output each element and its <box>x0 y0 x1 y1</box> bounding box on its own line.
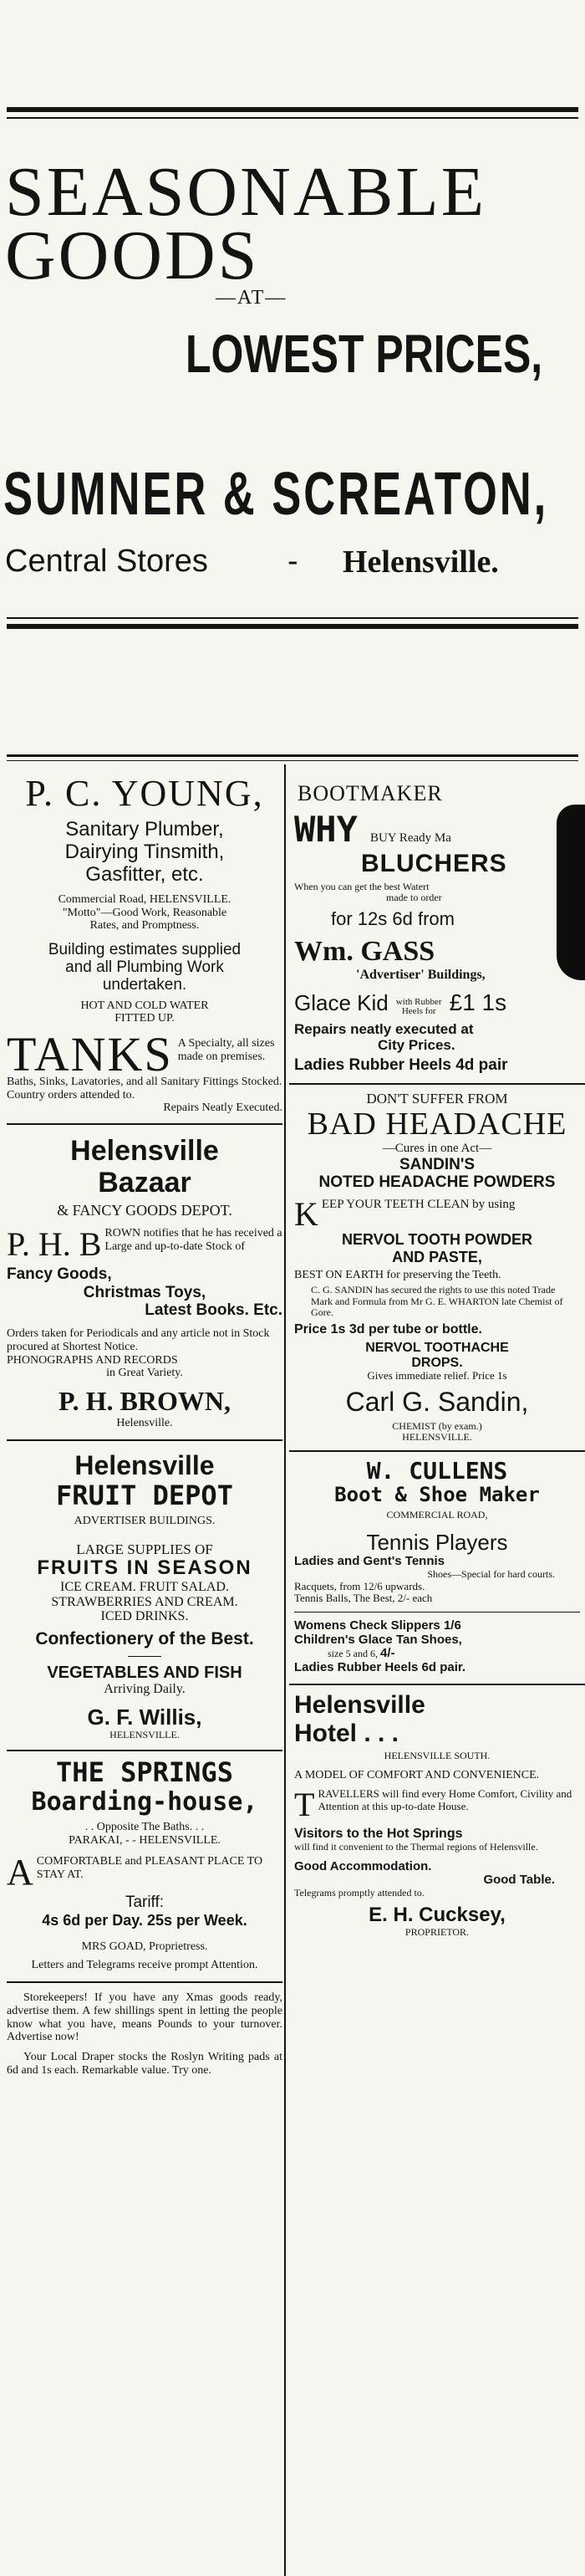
sandin-signature: Carl G. Sandin, <box>345 1386 529 1417</box>
bazaar-phonographs: PHONOGRAPHS AND RECORDS <box>7 1353 178 1367</box>
why-buy: BUY Ready Ma <box>369 831 451 846</box>
boot-city-prices: City Prices. <box>378 1037 455 1054</box>
why-word: WHY <box>294 809 358 851</box>
bazaar-depot: & FANCY GOODS DEPOT. <box>57 1202 232 1219</box>
hotel-title-2: Hotel . . . <box>294 1719 399 1747</box>
boot-advertiser-buildings: 'Advertiser' Buildings, <box>356 968 486 983</box>
bazaar-fancy: Fancy Goods, <box>7 1265 112 1284</box>
cullens-balls: Tennis Balls, The Best, 2/- each <box>294 1592 433 1605</box>
hotel-signature: E. H. Cucksey, <box>369 1903 506 1926</box>
sandin-price: Price 1s 3d per tube or bottle. <box>294 1321 482 1337</box>
header-dash: - <box>287 544 298 579</box>
hotel-south: HELENSVILLE SOUTH. <box>384 1750 491 1762</box>
glace-with-rubber: with Rubber <box>395 996 442 1007</box>
header-lowest-prices: LOWEST PRICES, <box>186 324 543 384</box>
young-hot-cold: HOT AND COLD WATER <box>80 999 209 1012</box>
springs-title-2: Boarding-house, <box>31 1786 258 1817</box>
bazaar-signature: P. H. BROWN, <box>58 1385 231 1416</box>
columns-top-rule-2 <box>7 760 578 761</box>
cullens-ladies: Ladies and Gent's Tennis <box>294 1554 445 1569</box>
cullens-four: 4/- <box>379 1646 395 1661</box>
boot-when: When you can get the best Watert <box>294 880 430 892</box>
bazaar-ph-b: P. H. B <box>7 1227 102 1263</box>
cullens-sizes-line <box>294 1647 580 1661</box>
sandin-advert <box>289 1091 585 1444</box>
tanks-block <box>7 1034 282 1115</box>
fruit-arriving: Arriving Daily. <box>104 1682 186 1697</box>
fruit-title-2: FRUIT DEPOT <box>56 1480 233 1512</box>
header-at: —AT— <box>216 287 287 309</box>
tanks-fittings: Baths, Sinks, Lavatories, and all Sanitary Fittings Stocked. <box>7 1076 282 1089</box>
bazaar-orders: Orders taken for Periodicals and any article not in Stock procured at Shortest Notice. <box>7 1327 270 1353</box>
hotel-accommodation: Good Accommodation. <box>294 1858 432 1873</box>
header-central-stores: Central Stores <box>5 544 208 579</box>
fruit-large: LARGE SUPPLIES OF <box>76 1541 213 1557</box>
springs-title-1: THE SPRINGS <box>56 1756 233 1788</box>
bazaar-advert <box>7 1135 282 1429</box>
cullens-name: W. CULLENS <box>366 1456 508 1485</box>
springs-comfortable-text: COMFORTABLE and PLEASANT PLACE TO STAY AT. <box>36 1855 263 1882</box>
sandin-keep-text: EEP YOUR TEETH CLEAN by using <box>321 1198 516 1212</box>
springs-dropcap: A <box>7 1855 33 1891</box>
sandin-relief: Gives immediate relief. Price 1s <box>367 1369 507 1383</box>
columns-top-rule <box>7 754 578 757</box>
hotel-table: Good Table. <box>483 1873 555 1888</box>
sandin-bad-headache: BAD HEADACHE <box>307 1106 567 1142</box>
hotel-travellers-text: RAVELLERS will find every Home Comfort, Civility and Attention at this up-to-date House. <box>318 1788 572 1812</box>
young-estimates: Building estimates supplied <box>48 940 242 958</box>
young-plumber: Sanitary Plumber, <box>65 818 224 841</box>
glace-heels-for: Heels for <box>401 1005 436 1016</box>
bazaar-xmas: Christmas Toys, <box>83 1283 206 1301</box>
hotel-visitors: Visitors to the Hot Springs <box>294 1827 463 1842</box>
sandin-best: BEST ON EARTH for preserving the Teeth. <box>294 1268 501 1281</box>
sandin-cures: —Cures in one Act— <box>382 1142 492 1156</box>
sandin-drops: DROPS. <box>411 1355 463 1370</box>
sandin-town: HELENSVILLE. <box>402 1431 472 1444</box>
young-estimates-2: and all Plumbing Work <box>65 958 224 977</box>
young-fitted: FITTED UP. <box>114 1012 175 1025</box>
young-estimates-3: undertaken. <box>102 976 187 994</box>
left-divider-3 <box>7 1750 282 1751</box>
cullens-boot-shoe: Boot & Shoe Maker <box>334 1483 540 1507</box>
boot-made: made to order <box>386 892 442 904</box>
young-name: P. C. YOUNG, <box>25 773 264 814</box>
cullens-shoes: Shoes—Special for hard courts. <box>427 1568 555 1581</box>
glace-kid: Glace Kid <box>294 990 389 1016</box>
left-divider-4 <box>7 1981 282 1983</box>
springs-proprietress: MRS GOAD, Proprietress. <box>81 1940 208 1953</box>
young-motto-2: Rates, and Promptness. <box>89 919 200 933</box>
header-firm-name: SUMNER & SCREATON, <box>3 461 549 528</box>
boot-price: for 12s 6d from <box>331 907 455 929</box>
sandin-dont-suffer: DON'T SUFFER FROM <box>366 1090 508 1107</box>
left-divider-1 <box>7 1123 282 1125</box>
header-seasonable: SEASONABLE <box>5 153 487 231</box>
sandin-keep-teeth <box>294 1198 580 1231</box>
bazaar-books: Latest Books. Etc. <box>145 1301 282 1319</box>
header-bottom-rule-thin <box>7 617 578 619</box>
fruit-ice-cream: ICE CREAM. FRUIT SALAD. <box>60 1579 229 1594</box>
boot-rubber-heels: Ladies Rubber Heels 4d pair <box>294 1056 508 1075</box>
bluchers: BLUCHERS <box>361 850 507 878</box>
fruit-buildings: ADVERTISER BUILDINGS. <box>74 1515 216 1528</box>
bazaar-notice <box>7 1227 282 1262</box>
glace-note <box>396 998 442 1016</box>
springs-comfortable <box>7 1855 282 1890</box>
right-divider-3 <box>289 1684 585 1685</box>
fruit-strawberries: STRAWBERRIES AND CREAM. <box>51 1594 238 1609</box>
cullens-heels: Ladies Rubber Heels 6d pair. <box>294 1660 466 1675</box>
cullens-rule <box>294 1612 580 1613</box>
sandin-noted-powders: NOTED HEADACHE POWDERS <box>318 1173 556 1192</box>
boot-wm-gasson: Wm. GASS <box>294 936 435 968</box>
springs-tariff: Tariff: <box>125 1894 165 1912</box>
why-line <box>294 809 585 850</box>
bazaar-title-1: Helensville <box>70 1135 219 1168</box>
sandin-nervol: NERVOL TOOTH POWDER <box>341 1231 533 1249</box>
fruit-advert <box>7 1451 282 1740</box>
fruit-in-season: FRUITS IN SEASON <box>37 1556 252 1579</box>
tanks-country: Country orders attended to. <box>7 1088 135 1101</box>
sandin-dropcap: K <box>294 1198 318 1232</box>
fruit-vegetables: VEGETABLES AND FISH <box>47 1663 242 1682</box>
left-column <box>7 764 282 2576</box>
tanks-word: TANKS <box>7 1034 173 1082</box>
header-helensville: Helensville. <box>343 544 499 580</box>
young-address: Commercial Road, HELENSVILLE. <box>58 892 231 906</box>
bootmaker-title: BOOTMAKER <box>298 781 443 805</box>
right-divider-1 <box>289 1083 585 1085</box>
hotel-travellers <box>294 1788 580 1822</box>
hotel-dropcap: T <box>294 1788 315 1822</box>
fruit-confectionery: Confectionery of the Best. <box>35 1629 254 1649</box>
glace-line <box>294 989 585 1016</box>
left-divider-2 <box>7 1439 282 1441</box>
sandins: SANDIN'S <box>399 1155 476 1173</box>
fruit-title-1: Helensville <box>74 1450 215 1481</box>
sandin-and-paste: AND PASTE, <box>392 1248 482 1265</box>
boot-repairs: Repairs neatly executed at <box>294 1021 474 1038</box>
sandin-toothache: NERVOL TOOTHACHE <box>365 1340 509 1355</box>
sandin-chemist: CHEMIST (by exam.) <box>392 1419 482 1432</box>
top-rule-thin <box>7 117 578 119</box>
tanks-repairs: Repairs Neatly Executed. <box>163 1101 282 1115</box>
springs-location: PARAKAI, - - HELENSVILLE. <box>69 1833 221 1847</box>
header-bottom-rule-thick <box>7 624 578 629</box>
right-divider-2 <box>289 1450 585 1452</box>
glace-price: £1 1s <box>449 989 507 1016</box>
bazaar-title-2: Bazaar <box>98 1167 191 1199</box>
hotel-title-1: Helensville <box>294 1690 425 1719</box>
right-column <box>289 764 585 2576</box>
hotel-telegrams: Telegrams promptly attended to. <box>294 1887 425 1899</box>
springs-letters: Letters and Telegrams receive prompt Attention. <box>31 1958 258 1971</box>
hotel-model: A MODEL OF COMFORT AND CONVENIENCE. <box>294 1768 540 1781</box>
top-rule-thick <box>7 107 578 112</box>
young-motto: "Motto"—Good Work, Reasonable <box>62 906 227 919</box>
fruit-iced-drinks: ICED DRINKS. <box>100 1609 189 1624</box>
young-gasfitter: Gasfitter, etc. <box>85 863 204 887</box>
tanks-specialty: A Specialty, all sizes made on premises. <box>177 1037 275 1063</box>
sandin-secured: C. G. SANDIN has secured the rights to use this noted Trade Mark and Formula from Mr G. E. WHARTON late Chemist of Gore. <box>311 1284 563 1319</box>
storekeepers-notice <box>7 1991 282 2077</box>
springs-advert <box>7 1758 282 1972</box>
cullens-road: COMMERCIAL ROAD, <box>386 1508 488 1521</box>
hotel-proprietor: PROPRIETOR. <box>404 1925 470 1938</box>
bazaar-signature-town: Helensville. <box>116 1416 173 1429</box>
young-tinsmith: Dairying Tinsmith, <box>64 841 225 864</box>
storekeepers-text: Storekeepers! If you have any Xmas goods ready, advertise them. A few shillings spent in letting the people know what you have, means Pounds to your turnover. Advertise now! <box>7 1991 282 2044</box>
draper-text: Your Local Draper stocks the Roslyn Writing pads at 6d and 1s each. Remarkable value. Try one. <box>7 2050 282 2077</box>
fruit-signature-town: HELENSVILLE. <box>109 1729 180 1741</box>
bootmaker-advert <box>289 781 585 1075</box>
cullens-advert <box>289 1458 585 1675</box>
cullens-womens: Womens Check Slippers 1/6 <box>294 1618 461 1633</box>
fruit-small-rule <box>128 1656 161 1657</box>
bazaar-variety: in Great Variety. <box>106 1367 183 1380</box>
cullens-sizes: size 5 and 6, <box>328 1648 378 1660</box>
springs-rate: 4s 6d per Day. 25s per Week. <box>42 1911 247 1929</box>
column-divider <box>284 764 286 2576</box>
fruit-signature: G. F. Willis, <box>87 1705 202 1730</box>
cullens-children: Children's Glace Tan Shoes, <box>294 1632 462 1647</box>
springs-opposite: . . Opposite The Baths. . . <box>84 1821 205 1834</box>
hotel-convenient: will find it convenient to the Thermal regions of Helensville. <box>294 1841 538 1853</box>
cullens-racquets: Racquets, from 12/6 upwards. <box>294 1579 425 1592</box>
young-advert <box>7 773 282 1115</box>
header-goods: GOODS <box>5 217 260 294</box>
cullens-tennis: Tennis Players <box>366 1530 508 1556</box>
hotel-advert <box>289 1691 585 1938</box>
bazaar-brown-text: ROWN notifies that he has received a Large and up-to-date Stock of <box>104 1227 282 1254</box>
